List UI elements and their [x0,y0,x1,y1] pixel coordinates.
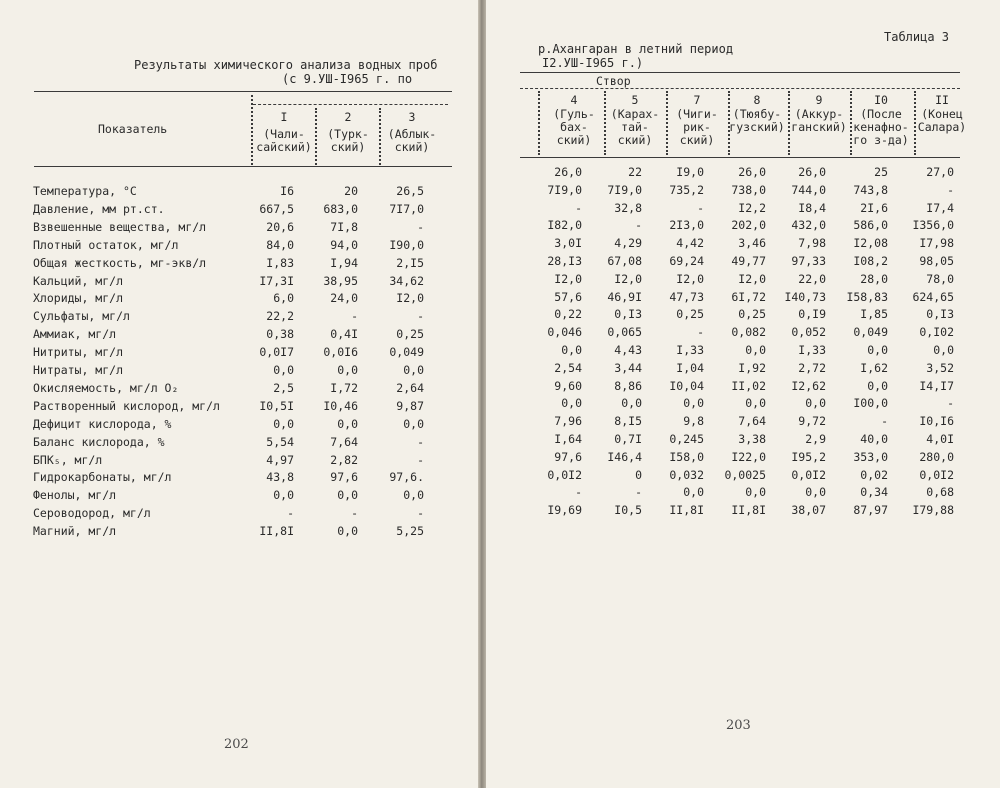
table-cell: I,64 [554,432,582,446]
table-cell: 26,5 [396,184,424,198]
table-cell: 0,68 [926,485,954,500]
row-label: Окисляемость, мг/л О₂ [33,380,179,395]
right-col-name-line3: ский) [556,133,592,147]
table-cell: 2,82 [330,452,358,467]
table-cell: 38,95 [323,273,358,288]
row-label: Нитриты, мг/л [33,345,124,360]
table-cell: 2,64 [396,380,424,395]
table-cell: 0,0 [403,416,424,431]
table-cell: 2,54 [554,360,582,375]
table-cell: 84,0 [266,237,294,252]
table-cell: 7I9,0 [607,182,642,197]
table-cell: - [575,200,582,215]
stvor-label: Створ [596,74,631,88]
left-col-number: I [280,110,288,124]
table-cell: 4,29 [614,236,642,251]
table-cell: 0,0 [561,343,582,357]
table-cell: 6,0 [273,291,294,306]
table-cell: 0,0 [805,396,826,411]
row-label: Нитраты, мг/л [33,363,124,377]
right-col-name-line2: Салара) [917,120,967,134]
table-cell: 26,0 [554,165,582,179]
left-col-number: 2 [344,110,352,124]
table-cell: II,8I [669,503,704,518]
table-cell: I22,0 [731,449,766,464]
right-col-name-line2: бах- [560,120,588,134]
right-col-name-line3: ский) [617,133,653,147]
table-cell: 0,0 [403,363,424,377]
left-col-name-line2: ский) [394,140,430,154]
right-col-name-line1: (Карах- [610,107,660,121]
table-cell: I,04 [676,360,704,375]
table-cell: - [947,396,954,411]
right-col-number: 4 [570,93,578,107]
table-cell: - [417,434,424,449]
left-col-number: 3 [408,110,416,124]
table-cell: I2,62 [791,378,826,393]
table-cell: 0,0 [273,363,294,377]
right-title-line1: р.Ахангаран в летний период [538,42,734,56]
table-cell: I40,73 [784,289,826,304]
table-cell: 0,0I6 [323,345,358,360]
table-cell: 4,97 [266,452,294,467]
table-cell: I2,0 [554,271,582,286]
table-cell: 0,0I2 [919,467,954,482]
table-cell: I0,I6 [919,414,954,429]
table-cell: 26,0 [738,165,766,179]
table-cell: 7,64 [738,414,766,429]
table-cell: II,8I [259,524,294,539]
table-cell: 9,8 [683,414,704,429]
table-cell: 7,64 [330,434,358,449]
table-cell: 743,8 [853,182,888,197]
left-col-name-line2: ский) [330,140,366,154]
table-cell: 0,0 [745,485,766,500]
right-col-number: 8 [753,93,761,107]
table-cell: 202,0 [731,218,766,233]
left-col-name-line2: сайский) [256,140,312,154]
table-cell: 624,65 [912,289,954,304]
table-cell: 94,0 [330,237,358,252]
table-cell: I0,46 [323,398,358,413]
right-column-divider [538,91,540,155]
table-cell: 0,0025 [724,467,766,482]
table-cell: I0,04 [669,378,704,393]
table-cell: 7I7,0 [389,201,424,216]
table-cell: 0,0 [273,488,294,503]
table-cell: 97,6 [554,449,582,464]
table-cell: 738,0 [731,182,766,197]
table-cell: I2,0 [676,271,704,286]
table-cell: I,72 [330,380,358,395]
table-cell: 47,73 [669,289,704,304]
right-title-line2: I2.УШ-I965 г.) [542,56,644,70]
table-cell: 0,0 [933,343,954,357]
row-label: БПК₅, мг/л [33,452,103,467]
table-cell: - [417,452,424,467]
table-cell: I,33 [676,343,704,357]
table-cell: 8,I5 [614,414,642,429]
table-cell: 0,0 [337,488,358,503]
table-cell: 43,8 [266,470,294,485]
table-cell: 353,0 [853,449,888,464]
table-cell: 0,25 [676,307,704,322]
table-cell: 32,8 [614,200,642,215]
table-cell: 26,0 [798,165,826,179]
table-cell: I82,0 [547,218,582,233]
left-col-name-line1: (Аблык- [387,127,437,141]
table-cell: 7I,8 [330,219,358,234]
table-cell: - [697,325,704,340]
table-cell: 667,5 [259,201,294,216]
table-cell: 0,0 [403,488,424,503]
table-label: Таблица 3 [884,30,950,44]
table-cell: I4,I7 [919,378,954,393]
table-cell: 0,0 [745,396,766,411]
table-cell: 0,0 [561,396,582,411]
table-cell: 0,0 [867,343,888,357]
table-cell: I,62 [860,360,888,375]
table-cell: 0,0 [867,378,888,393]
row-label: Плотный остаток, мг/л [33,237,179,252]
table-cell: I7,98 [919,236,954,251]
table-cell: 22 [628,165,642,179]
row-label: Магний, мг/л [33,524,117,539]
table-cell: 0,245 [669,432,704,446]
table-cell: I9,0 [676,165,704,179]
table-cell: 87,97 [853,503,888,518]
table-cell: - [881,414,888,429]
table-cell: 4,42 [676,236,704,251]
row-label: Взвешенные вещества, мг/л [33,219,207,234]
table-cell: 40,0 [860,432,888,446]
table-cell: II,02 [731,378,766,393]
table-cell: - [351,309,358,324]
right-header-bottom-rule [520,157,960,158]
table-cell: I7,3I [259,273,294,288]
table-cell: - [947,182,954,197]
right-col-name-line3: го з-да) [853,133,909,147]
table-cell: 98,05 [919,254,954,268]
table-cell: 67,08 [607,254,642,268]
table-cell: 2,72 [798,360,826,375]
table-cell: 0,0 [337,416,358,431]
table-cell: 4,43 [614,343,642,357]
row-label: Фенолы, мг/л [33,488,117,503]
table-cell: I46,4 [607,449,642,464]
table-cell: 280,0 [919,449,954,464]
table-cell: 0,032 [669,467,704,482]
table-cell: 5,54 [266,434,294,449]
right-col-number: II [935,93,949,107]
table-cell: 3,44 [614,360,642,375]
table-cell: 3,38 [738,432,766,446]
table-cell: 0,049 [389,345,424,360]
right-col-name-line1: (Аккур- [794,107,844,121]
table-cell: - [417,219,424,234]
table-cell: 0,38 [266,327,294,342]
row-label: Растворенный кислород, мг/л [33,398,220,413]
table-cell: 69,24 [669,254,704,268]
table-cell: - [287,506,294,521]
table-cell: I6 [280,184,294,198]
table-cell: I,33 [798,343,826,357]
table-cell: 0,049 [853,325,888,340]
book-gutter [478,0,486,788]
row-label: Дефицит кислорода, % [33,416,172,431]
table-cell: 0,4I [330,327,358,342]
table-cell: 0,I3 [926,307,954,322]
table-cell: 0,34 [860,485,888,500]
table-cell: I95,2 [791,449,826,464]
right-col-name-line2: рик- [683,120,711,134]
right-header-mid-rule [520,88,960,89]
table-cell: 0,0 [805,485,826,500]
table-cell: 3,46 [738,236,766,251]
table-cell: 0 [635,467,642,482]
table-cell: I79,88 [912,503,954,518]
table-cell: 6I,72 [731,289,766,304]
table-cell: 97,6 [330,470,358,485]
table-cell: 97,6. [389,470,424,485]
table-cell: 34,62 [389,273,424,288]
table-cell: 0,0 [621,396,642,411]
left-header-mid-rule [253,104,448,105]
table-cell: 0,I3 [614,307,642,322]
right-col-name-line1: (Тюябу- [732,107,782,121]
table-cell: 0,0 [337,363,358,377]
table-cell: 683,0 [323,201,358,216]
right-col-name-line2: кенафно- [853,120,909,134]
right-col-name-line3: ский) [679,133,715,147]
table-cell: I58,83 [846,289,888,304]
left-header-param: Показатель [98,122,168,136]
left-col-name-line1: (Чали- [263,127,305,141]
right-page [486,0,1000,788]
right-col-name-line1: (Конец [921,107,963,121]
table-cell: 38,07 [791,503,826,518]
table-cell: 3,0I [554,236,582,251]
table-cell: I0,5I [259,398,294,413]
table-cell: 0,I9 [798,307,826,322]
row-label: Сульфаты, мг/л [33,309,130,324]
table-cell: 25 [874,165,888,179]
table-cell: I,94 [330,255,358,270]
table-cell: 0,02 [860,467,888,482]
left-page [0,0,478,788]
table-cell: 9,72 [798,414,826,429]
row-label: Хлориды, мг/л [33,291,124,306]
table-cell: 0,065 [607,325,642,340]
table-cell: I356,0 [912,218,954,233]
table-cell: 20 [344,184,358,198]
row-label: Аммиак, мг/л [33,327,117,342]
right-header-top-rule [520,72,960,73]
table-cell: 0,I02 [919,325,954,340]
row-label: Кальций, мг/л [33,273,124,288]
table-cell: 7,96 [554,414,582,429]
table-cell: 2,9 [805,432,826,446]
table-cell: 8,86 [614,378,642,393]
table-cell: I90,0 [389,237,424,252]
table-cell: 432,0 [791,218,826,233]
row-label: Баланс кислорода, % [33,434,165,449]
table-cell: 24,0 [330,291,358,306]
table-cell: 0,052 [791,325,826,340]
table-cell: 586,0 [853,218,888,233]
table-cell: 2,I5 [396,255,424,270]
table-cell: - [351,506,358,521]
table-cell: 22,0 [798,271,826,286]
table-cell: 0,22 [554,307,582,322]
table-cell: I0,5 [614,503,642,518]
table-cell: 7,98 [798,236,826,251]
table-cell: I58,0 [669,449,704,464]
right-col-name-line1: (Чиги- [676,107,718,121]
table-cell: I2,0 [738,271,766,286]
table-cell: 0,0 [683,485,704,500]
right-col-name-line1: (Гуль- [553,107,595,121]
right-page-number: 203 [726,718,751,733]
table-cell: 2I,6 [860,200,888,215]
table-cell: I00,0 [853,396,888,411]
table-cell: 2,5 [273,380,294,395]
left-title-line1: Результаты химического анализа водных проб [134,58,438,72]
right-col-name-line2: ганский) [791,120,847,134]
table-cell: 0,0I2 [791,467,826,482]
table-cell: 20,6 [266,219,294,234]
row-label: Гидрокарбонаты, мг/л [33,470,172,485]
table-cell: 78,0 [926,271,954,286]
table-cell: I7,4 [926,200,954,215]
row-label: Сероводород, мг/л [33,506,151,521]
right-col-number: 7 [693,93,701,107]
table-cell: 28,0 [860,271,888,286]
right-col-name-line2: гузский) [729,120,785,134]
table-cell: 735,2 [669,182,704,197]
left-page-number: 202 [224,737,249,752]
table-cell: I2,0 [396,291,424,306]
right-col-name-line1: (После [860,107,902,121]
left-title-line2: (с 9.УШ-I965 г. по [282,72,413,86]
table-cell: 0,25 [396,327,424,342]
table-cell: 97,33 [791,254,826,268]
table-cell: 0,0 [273,416,294,431]
table-cell: I,85 [860,307,888,322]
table-cell: 28,I3 [547,254,582,268]
table-cell: 4,0I [926,432,954,446]
table-cell: I8,4 [798,200,826,215]
table-cell: 3,52 [926,360,954,375]
row-label: Температура, °С [33,184,137,198]
row-label: Давление, мм рт.ст. [33,201,165,216]
table-cell: I2,08 [853,236,888,251]
table-cell: 5,25 [396,524,424,539]
left-header-top-rule [34,91,452,92]
table-cell: 49,77 [731,254,766,268]
table-cell: 0,0 [745,343,766,357]
table-cell: 9,87 [396,398,424,413]
table-cell: 7I9,0 [547,182,582,197]
table-cell: 22,2 [266,309,294,324]
table-cell: 0,082 [731,325,766,340]
right-col-number: I0 [874,93,888,107]
table-cell: 0,0 [683,396,704,411]
left-col-name-line1: (Турк- [327,127,369,141]
table-cell: I08,2 [853,254,888,268]
table-cell: I2,0 [614,271,642,286]
table-cell: 0,0I7 [259,345,294,360]
table-cell: 27,0 [926,165,954,179]
table-cell: 46,9I [607,289,642,304]
table-cell: II,8I [731,503,766,518]
table-cell: - [575,485,582,500]
table-cell: I2,2 [738,200,766,215]
table-cell: I,83 [266,255,294,270]
table-cell: I9,69 [547,503,582,518]
table-cell: 57,6 [554,289,582,304]
table-cell: 0,25 [738,307,766,322]
table-cell: 0,7I [614,432,642,446]
right-col-number: 5 [631,93,639,107]
table-cell: - [417,309,424,324]
table-cell: 744,0 [791,182,826,197]
table-cell: 0,0 [337,524,358,539]
table-cell: 9,60 [554,378,582,393]
table-cell: - [635,485,642,500]
table-cell: I,92 [738,360,766,375]
table-cell: 0,0I2 [547,467,582,482]
right-col-name-line2: тай- [621,120,649,134]
row-label: Общая жесткость, мг-экв/л [33,255,207,270]
table-cell: 2I3,0 [669,218,704,233]
table-cell: - [697,200,704,215]
table-cell: 0,046 [547,325,582,340]
table-cell: - [417,506,424,521]
table-cell: - [635,218,642,233]
right-col-number: 9 [815,93,823,107]
left-header-bottom-rule [34,166,452,167]
